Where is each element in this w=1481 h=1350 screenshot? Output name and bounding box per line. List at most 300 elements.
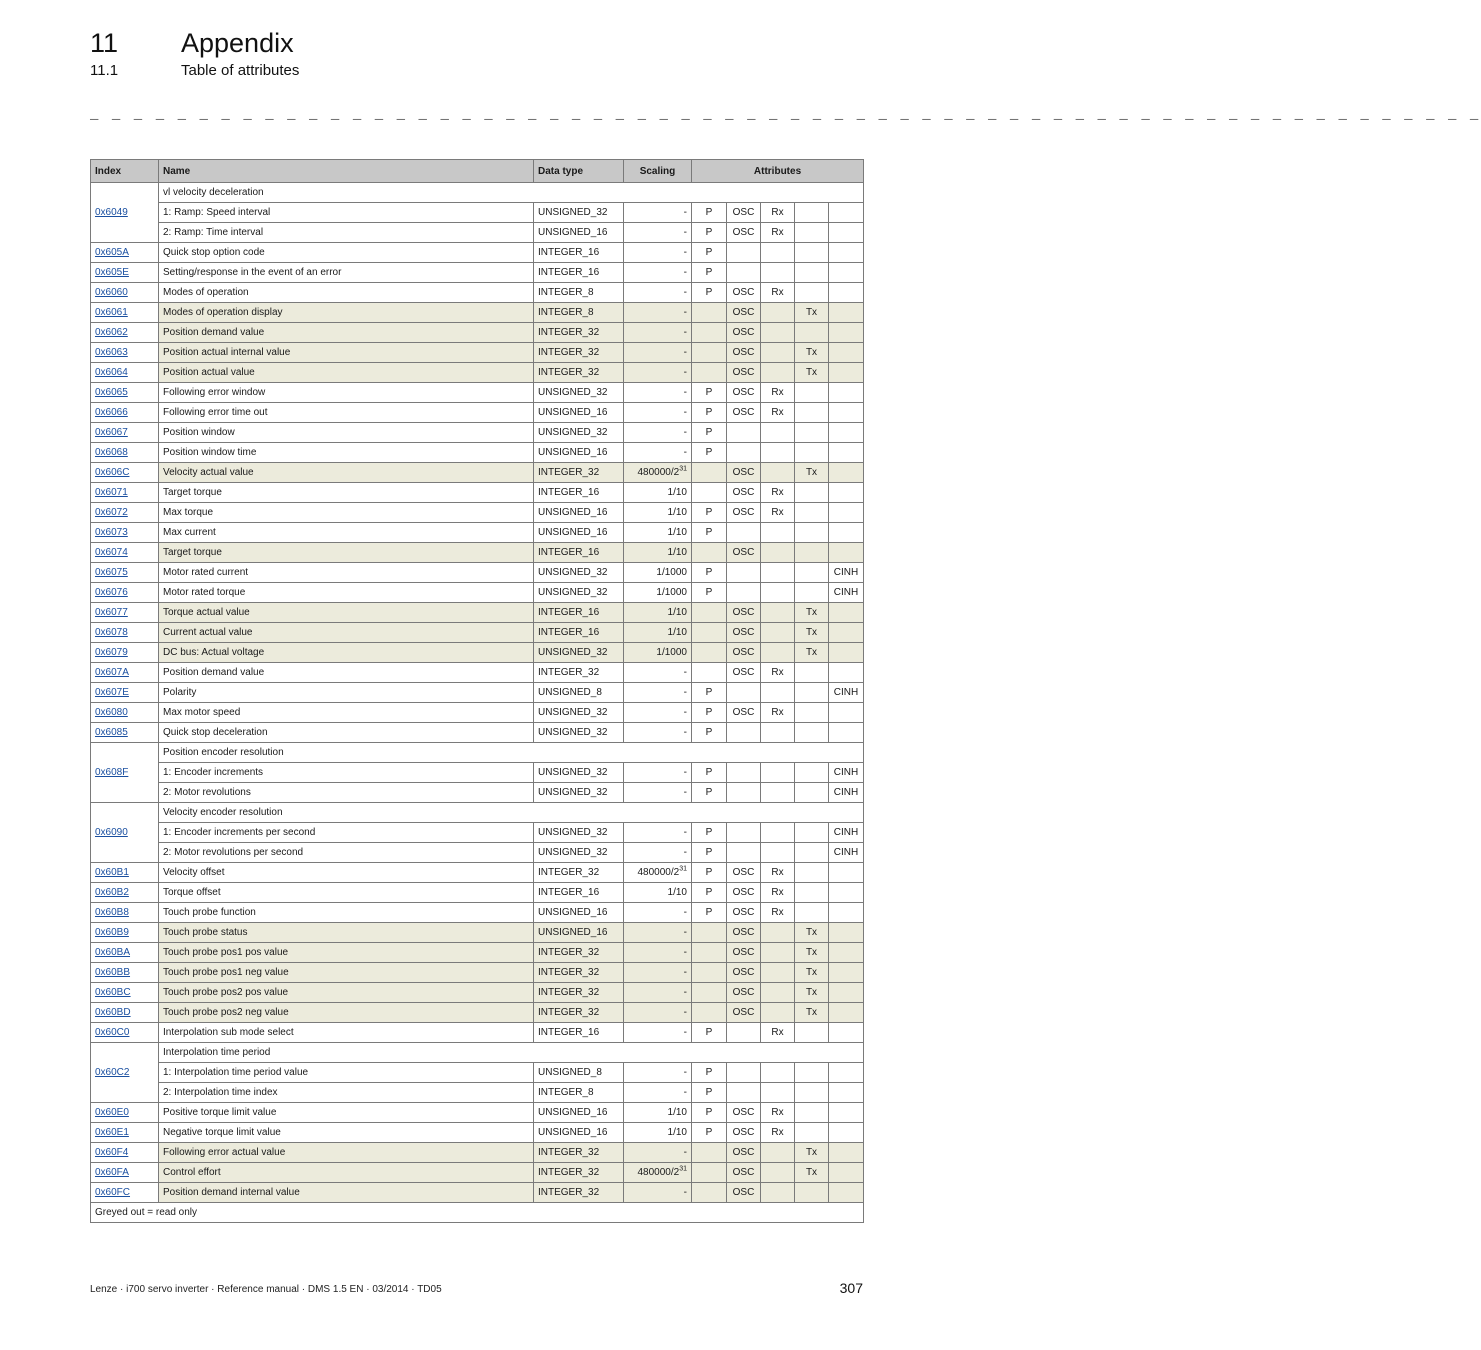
name-cell: Touch probe pos1 neg value <box>159 963 534 983</box>
name-cell: Position window time <box>159 443 534 463</box>
attribute-cell: Tx <box>795 363 829 383</box>
table-row <box>91 343 864 363</box>
index-cell <box>91 363 159 383</box>
table-subrow <box>91 1083 864 1103</box>
scaling-cell <box>624 863 692 883</box>
index-link[interactable]: 0x6079 <box>95 647 128 658</box>
index-link[interactable]: 0x6073 <box>95 527 128 538</box>
index-cell <box>91 603 159 623</box>
attribute-cell: P <box>692 843 727 863</box>
index-cell <box>91 183 159 243</box>
index-cell <box>91 323 159 343</box>
index-link[interactable]: 0x60FC <box>95 1187 131 1198</box>
attribute-cell: OSC <box>727 643 761 663</box>
index-link[interactable]: 0x60F4 <box>95 1147 129 1158</box>
index-link[interactable]: 0x60B9 <box>95 927 129 938</box>
table-row <box>91 863 864 883</box>
attribute-cell <box>761 263 795 283</box>
scaling-value: 1/10 <box>667 887 687 898</box>
scaling-value: 1/10 <box>667 487 687 498</box>
table-row <box>91 603 864 623</box>
attribute-cell: P <box>692 563 727 583</box>
table-row <box>91 1123 864 1143</box>
scaling-exponent: 31 <box>679 1165 687 1173</box>
name-cell: Interpolation time period <box>159 1043 864 1063</box>
index-link[interactable]: 0x605E <box>95 267 129 278</box>
name-cell: Motor rated torque <box>159 583 534 603</box>
attribute-cell: P <box>692 763 727 783</box>
scaling-cell <box>624 883 692 903</box>
attribute-cell: Rx <box>761 663 795 683</box>
attribute-cell: P <box>692 523 727 543</box>
index-cell <box>91 903 159 923</box>
table-header-row <box>91 160 864 183</box>
name-cell: Following error time out <box>159 403 534 423</box>
table-subrow <box>91 823 864 843</box>
attribute-cell: OSC <box>727 483 761 503</box>
attribute-cell <box>692 983 727 1003</box>
name-cell: Torque offset <box>159 883 534 903</box>
attribute-cell <box>829 623 864 643</box>
data-type-cell: INTEGER_32 <box>534 1143 624 1163</box>
name-cell: Position encoder resolution <box>159 743 864 763</box>
index-link[interactable]: 0x6072 <box>95 507 128 518</box>
attribute-cell: OSC <box>727 1003 761 1023</box>
attribute-cell: P <box>692 883 727 903</box>
scaling-cell <box>624 903 692 923</box>
attribute-cell <box>795 1063 829 1083</box>
attribute-cell <box>727 1063 761 1083</box>
attribute-cell: Rx <box>761 863 795 883</box>
attribute-cell: Rx <box>761 1123 795 1143</box>
attribute-cell <box>795 323 829 343</box>
attribute-cell <box>761 603 795 623</box>
page-number: 307 <box>839 1280 863 1296</box>
index-cell <box>91 1003 159 1023</box>
attribute-cell <box>761 983 795 1003</box>
scaling-value: - <box>683 707 687 718</box>
section-number: 11.1 <box>90 62 119 79</box>
attribute-cell <box>761 643 795 663</box>
table-row <box>91 1163 864 1183</box>
attribute-cell: Rx <box>761 383 795 403</box>
attribute-cell: P <box>692 1023 727 1043</box>
data-type-cell: UNSIGNED_32 <box>534 763 624 783</box>
data-type-cell: UNSIGNED_32 <box>534 843 624 863</box>
scaling-value: - <box>683 227 687 238</box>
scaling-cell <box>624 983 692 1003</box>
table-subrow <box>91 203 864 223</box>
table-subrow <box>91 763 864 783</box>
data-type-cell: INTEGER_32 <box>534 363 624 383</box>
index-link[interactable]: 0x605A <box>95 247 129 258</box>
attribute-cell <box>829 1163 864 1183</box>
attribute-cell: Tx <box>795 1163 829 1183</box>
scaling-value: - <box>683 927 687 938</box>
scaling-value: - <box>683 207 687 218</box>
scaling-value: 1/10 <box>667 607 687 618</box>
attribute-cell <box>795 703 829 723</box>
name-cell: Quick stop option code <box>159 243 534 263</box>
name-cell: 2: Motor revolutions per second <box>159 843 534 863</box>
index-cell <box>91 1023 159 1043</box>
attribute-cell <box>795 243 829 263</box>
attribute-cell: OSC <box>727 223 761 243</box>
attribute-cell: Tx <box>795 963 829 983</box>
attribute-cell <box>829 963 864 983</box>
index-link[interactable]: 0x6080 <box>95 707 128 718</box>
index-link[interactable]: 0x6067 <box>95 427 128 438</box>
index-link[interactable]: 0x6090 <box>95 827 128 838</box>
attribute-cell: CINH <box>829 783 864 803</box>
table-row <box>91 483 864 503</box>
index-cell <box>91 863 159 883</box>
attribute-cell <box>761 943 795 963</box>
data-type-cell: INTEGER_32 <box>534 963 624 983</box>
table-row <box>91 723 864 743</box>
attribute-cell: P <box>692 263 727 283</box>
table-footnote-row <box>91 1203 864 1223</box>
attribute-cell <box>795 723 829 743</box>
table-row <box>91 503 864 523</box>
index-link[interactable]: 0x60B1 <box>95 867 129 878</box>
attribute-cell <box>692 543 727 563</box>
name-cell: Modes of operation <box>159 283 534 303</box>
data-type-cell: INTEGER_32 <box>534 943 624 963</box>
attribute-cell <box>727 763 761 783</box>
attribute-cell: P <box>692 1103 727 1123</box>
attribute-cell <box>829 923 864 943</box>
index-cell <box>91 623 159 643</box>
attribute-cell <box>795 483 829 503</box>
attribute-cell <box>692 943 727 963</box>
attribute-cell: P <box>692 403 727 423</box>
attribute-cell: OSC <box>727 323 761 343</box>
attribute-cell <box>795 383 829 403</box>
attribute-cell <box>761 563 795 583</box>
attribute-cell: CINH <box>829 763 864 783</box>
index-link[interactable]: 0x6060 <box>95 287 128 298</box>
index-link[interactable]: 0x606C <box>95 467 130 478</box>
attribute-cell <box>692 1183 727 1203</box>
index-link[interactable]: 0x608F <box>95 767 129 778</box>
scaling-value: - <box>683 367 687 378</box>
name-cell: Target torque <box>159 483 534 503</box>
scaling-value: - <box>683 1027 687 1038</box>
column-header-attributes: Attributes <box>692 160 864 183</box>
name-cell: Target torque <box>159 543 534 563</box>
attribute-cell <box>795 223 829 243</box>
scaling-cell <box>624 463 692 483</box>
name-cell: Max current <box>159 523 534 543</box>
index-link[interactable]: 0x6062 <box>95 327 128 338</box>
attribute-cell <box>761 763 795 783</box>
name-cell: Max torque <box>159 503 534 523</box>
attribute-cell <box>727 423 761 443</box>
attribute-cell <box>761 363 795 383</box>
attribute-cell: Tx <box>795 943 829 963</box>
name-cell: Position demand value <box>159 323 534 343</box>
attribute-cell <box>692 603 727 623</box>
data-type-cell: INTEGER_8 <box>534 303 624 323</box>
attribute-cell: P <box>692 223 727 243</box>
attribute-cell: P <box>692 1083 727 1103</box>
attribute-cell <box>829 323 864 343</box>
index-link[interactable]: 0x6066 <box>95 407 128 418</box>
index-link[interactable]: 0x6064 <box>95 367 128 378</box>
index-cell <box>91 263 159 283</box>
table-row <box>91 943 864 963</box>
index-cell <box>91 523 159 543</box>
table-row <box>91 1043 864 1063</box>
index-cell <box>91 1183 159 1203</box>
footer-text: Lenze · i700 servo inverter · Reference manual · DMS 1.5 EN · 03/2014 · TD05 <box>90 1284 442 1295</box>
table-row <box>91 523 864 543</box>
section-title: Table of attributes <box>181 62 300 79</box>
attribute-cell: Rx <box>761 203 795 223</box>
attribute-cell <box>829 663 864 683</box>
attribute-cell: OSC <box>727 623 761 643</box>
data-type-cell: UNSIGNED_32 <box>534 423 624 443</box>
scaling-cell <box>624 323 692 343</box>
scaling-cell <box>624 823 692 843</box>
attribute-cell <box>829 943 864 963</box>
attribute-cell <box>829 363 864 383</box>
attribute-cell: Rx <box>761 283 795 303</box>
attribute-cell <box>761 243 795 263</box>
attribute-cell <box>829 1143 864 1163</box>
name-cell: Control effort <box>159 1163 534 1183</box>
attribute-cell <box>829 483 864 503</box>
table-row <box>91 803 864 823</box>
attribute-cell <box>727 523 761 543</box>
data-type-cell: INTEGER_16 <box>534 603 624 623</box>
scaling-cell <box>624 583 692 603</box>
index-cell <box>91 1163 159 1183</box>
index-cell <box>91 803 159 863</box>
attribute-cell <box>761 343 795 363</box>
attribute-cell <box>829 723 864 743</box>
data-type-cell: UNSIGNED_16 <box>534 923 624 943</box>
scaling-cell <box>624 643 692 663</box>
attribute-cell: P <box>692 243 727 263</box>
scaling-value: - <box>683 1187 687 1198</box>
attribute-cell <box>829 443 864 463</box>
scaling-cell <box>624 203 692 223</box>
attribute-cell: OSC <box>727 283 761 303</box>
index-link[interactable]: 0x60BA <box>95 947 131 958</box>
attribute-cell: OSC <box>727 1183 761 1203</box>
index-link[interactable]: 0x6078 <box>95 627 128 638</box>
name-cell: Max motor speed <box>159 703 534 723</box>
attribute-cell: P <box>692 423 727 443</box>
index-link[interactable]: 0x60BD <box>95 1007 131 1018</box>
index-link[interactable]: 0x6068 <box>95 447 128 458</box>
scaling-cell <box>624 763 692 783</box>
scaling-value: - <box>683 427 687 438</box>
index-cell <box>91 403 159 423</box>
data-type-cell: UNSIGNED_16 <box>534 443 624 463</box>
table-row <box>91 443 864 463</box>
data-type-cell: UNSIGNED_16 <box>534 903 624 923</box>
index-link[interactable]: 0x6077 <box>95 607 128 618</box>
attribute-cell <box>829 863 864 883</box>
attribute-cell <box>795 503 829 523</box>
scaling-cell <box>624 383 692 403</box>
attribute-cell <box>795 1183 829 1203</box>
index-link[interactable]: 0x6071 <box>95 487 128 498</box>
index-cell <box>91 423 159 443</box>
name-cell: Following error window <box>159 383 534 403</box>
data-type-cell: INTEGER_32 <box>534 1183 624 1203</box>
index-link[interactable]: 0x6061 <box>95 307 128 318</box>
index-link[interactable]: 0x6074 <box>95 547 128 558</box>
attribute-cell <box>829 883 864 903</box>
attribute-cell <box>727 563 761 583</box>
attribute-cell: P <box>692 703 727 723</box>
index-cell <box>91 643 159 663</box>
index-cell <box>91 563 159 583</box>
name-cell: 2: Interpolation time index <box>159 1083 534 1103</box>
index-link[interactable]: 0x6049 <box>95 207 128 218</box>
attribute-cell <box>829 503 864 523</box>
name-cell: 1: Encoder increments <box>159 763 534 783</box>
attribute-cell <box>692 923 727 943</box>
scaling-cell <box>624 223 692 243</box>
name-cell: Torque actual value <box>159 603 534 623</box>
table-row <box>91 623 864 643</box>
index-link[interactable]: 0x60E0 <box>95 1107 129 1118</box>
data-type-cell: UNSIGNED_32 <box>534 823 624 843</box>
index-link[interactable]: 0x60C0 <box>95 1027 130 1038</box>
attribute-cell: OSC <box>727 1103 761 1123</box>
attribute-cell <box>727 823 761 843</box>
attribute-cell <box>727 243 761 263</box>
scaling-cell <box>624 1143 692 1163</box>
attribute-cell: Rx <box>761 483 795 503</box>
scaling-cell <box>624 363 692 383</box>
index-link[interactable]: 0x607E <box>95 687 129 698</box>
attribute-cell <box>692 1003 727 1023</box>
table-row <box>91 563 864 583</box>
scaling-cell <box>624 443 692 463</box>
scaling-cell <box>624 303 692 323</box>
attribute-cell <box>795 203 829 223</box>
scaling-value: 1/10 <box>667 507 687 518</box>
attribute-cell: P <box>692 863 727 883</box>
attribute-cell <box>761 723 795 743</box>
attribute-cell <box>829 1103 864 1123</box>
table-row <box>91 903 864 923</box>
index-link[interactable]: 0x60B8 <box>95 907 129 918</box>
scaling-value: - <box>683 947 687 958</box>
column-header-name: Name <box>159 160 534 183</box>
attribute-cell <box>692 643 727 663</box>
data-type-cell: INTEGER_16 <box>534 883 624 903</box>
index-cell <box>91 743 159 803</box>
attribute-cell <box>761 963 795 983</box>
name-cell: Modes of operation display <box>159 303 534 323</box>
scaling-cell <box>624 783 692 803</box>
attribute-cell <box>761 783 795 803</box>
scaling-cell <box>624 343 692 363</box>
data-type-cell: INTEGER_32 <box>534 863 624 883</box>
attribute-cell: OSC <box>727 703 761 723</box>
scaling-cell <box>624 243 692 263</box>
attribute-cell <box>795 1103 829 1123</box>
index-link[interactable]: 0x607A <box>95 667 129 678</box>
name-cell: Quick stop deceleration <box>159 723 534 743</box>
chapter-title: Appendix <box>181 28 294 58</box>
scaling-value: - <box>683 1007 687 1018</box>
index-cell <box>91 683 159 703</box>
attribute-cell: OSC <box>727 1143 761 1163</box>
attribute-cell: P <box>692 723 727 743</box>
index-link[interactable]: 0x60BB <box>95 967 131 978</box>
scaling-value: - <box>683 287 687 298</box>
data-type-cell: UNSIGNED_32 <box>534 643 624 663</box>
index-link[interactable]: 0x6085 <box>95 727 128 738</box>
index-cell <box>91 1143 159 1163</box>
data-type-cell: INTEGER_16 <box>534 1023 624 1043</box>
index-link[interactable]: 0x60BC <box>95 987 131 998</box>
attribute-cell: OSC <box>727 203 761 223</box>
scaling-value: - <box>683 267 687 278</box>
index-link[interactable]: 0x6063 <box>95 347 128 358</box>
index-link[interactable]: 0x60B2 <box>95 887 129 898</box>
attribute-cell: OSC <box>727 663 761 683</box>
scaling-value: - <box>683 767 687 778</box>
index-link[interactable]: 0x60FA <box>95 1167 129 1178</box>
scaling-cell <box>624 1183 692 1203</box>
data-type-cell: UNSIGNED_32 <box>534 203 624 223</box>
scaling-value: - <box>683 387 687 398</box>
attribute-cell: P <box>692 203 727 223</box>
attribute-cell <box>761 583 795 603</box>
scaling-value: 480000/2 <box>637 867 680 878</box>
scaling-value: - <box>683 787 687 798</box>
index-link[interactable]: 0x6075 <box>95 567 128 578</box>
index-cell <box>91 1043 159 1103</box>
attribute-cell <box>692 303 727 323</box>
attribute-cell <box>795 543 829 563</box>
table-row <box>91 323 864 343</box>
scaling-value: - <box>683 847 687 858</box>
table-row <box>91 1143 864 1163</box>
attribute-cell: OSC <box>727 303 761 323</box>
table-row <box>91 183 864 203</box>
scaling-value: - <box>683 347 687 358</box>
scaling-cell <box>624 403 692 423</box>
attribute-cell <box>727 443 761 463</box>
name-cell: 1: Interpolation time period value <box>159 1063 534 1083</box>
data-type-cell: UNSIGNED_32 <box>534 563 624 583</box>
name-cell: Touch probe function <box>159 903 534 923</box>
scaling-cell <box>624 603 692 623</box>
attribute-cell <box>795 843 829 863</box>
table-body <box>91 183 864 1203</box>
name-cell: Negative torque limit value <box>159 1123 534 1143</box>
index-link[interactable]: 0x6065 <box>95 387 128 398</box>
attribute-cell <box>795 763 829 783</box>
index-link[interactable]: 0x6076 <box>95 587 128 598</box>
attribute-cell: Tx <box>795 603 829 623</box>
index-cell <box>91 443 159 463</box>
index-link[interactable]: 0x60E1 <box>95 1127 129 1138</box>
index-link[interactable]: 0x60C2 <box>95 1067 130 1078</box>
name-cell: Following error actual value <box>159 1143 534 1163</box>
name-cell: 1: Ramp: Speed interval <box>159 203 534 223</box>
